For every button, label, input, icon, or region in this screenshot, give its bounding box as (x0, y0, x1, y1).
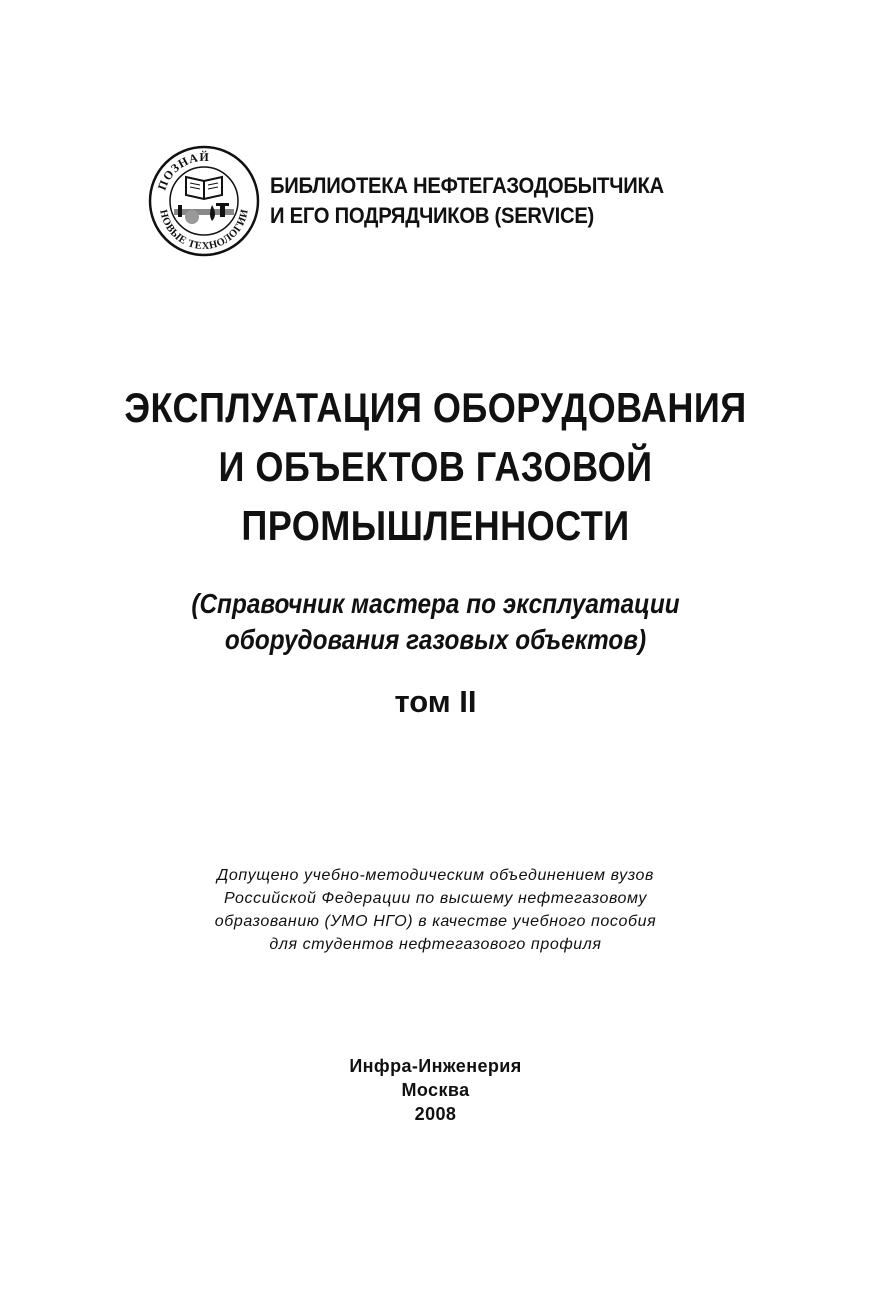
approval-line-1: Допущено учебно-методическим объединением вузов (216, 867, 655, 884)
approval-line-4: для студентов нефтегазового профиля (269, 936, 602, 953)
seal-text-bottom: НОВЫЕ ТЕХНОЛОГИИ (157, 208, 251, 253)
subtitle-line-1: (Справочник мастера по эксплуатации (191, 588, 680, 619)
title-line-1: ЭКСПЛУАТАЦИЯ ОБОРУДОВАНИЯ (124, 384, 747, 431)
series-name (270, 171, 664, 231)
title-line-3: ПРОМЫШЛЕННОСТИ (241, 502, 630, 549)
series-header (148, 145, 698, 257)
volume-label: том II (394, 684, 477, 719)
series-line-1: БИБЛИОТЕКА НЕФТЕГАЗОДОБЫТЧИКА (270, 173, 664, 198)
svg-text:ПОЗНАЙ (155, 150, 210, 192)
book-title (0, 378, 871, 555)
publisher-seal-icon (148, 145, 260, 257)
approval-line-3: образованию (УМО НГО) в качестве учебного пособия (214, 913, 657, 930)
title-line-2: И ОБЪЕКТОВ ГАЗОВОЙ (218, 443, 653, 490)
imprint (0, 1054, 871, 1126)
publisher-name: Инфра-Инженерия (349, 1056, 522, 1076)
publication-year: 2008 (414, 1104, 457, 1124)
subtitle-line-2: оборудования газовых объектов) (224, 624, 647, 655)
approval-note (0, 864, 871, 956)
seal-text-top: ПОЗНАЙ (154, 149, 210, 193)
publisher-city: Москва (401, 1080, 470, 1100)
approval-line-2: Российской Федерации по высшему нефтегазовому (223, 890, 648, 907)
series-line-2: И ЕГО ПОДРЯДЧИКОВ (SERVICE) (270, 203, 595, 228)
book-subtitle (0, 586, 871, 658)
